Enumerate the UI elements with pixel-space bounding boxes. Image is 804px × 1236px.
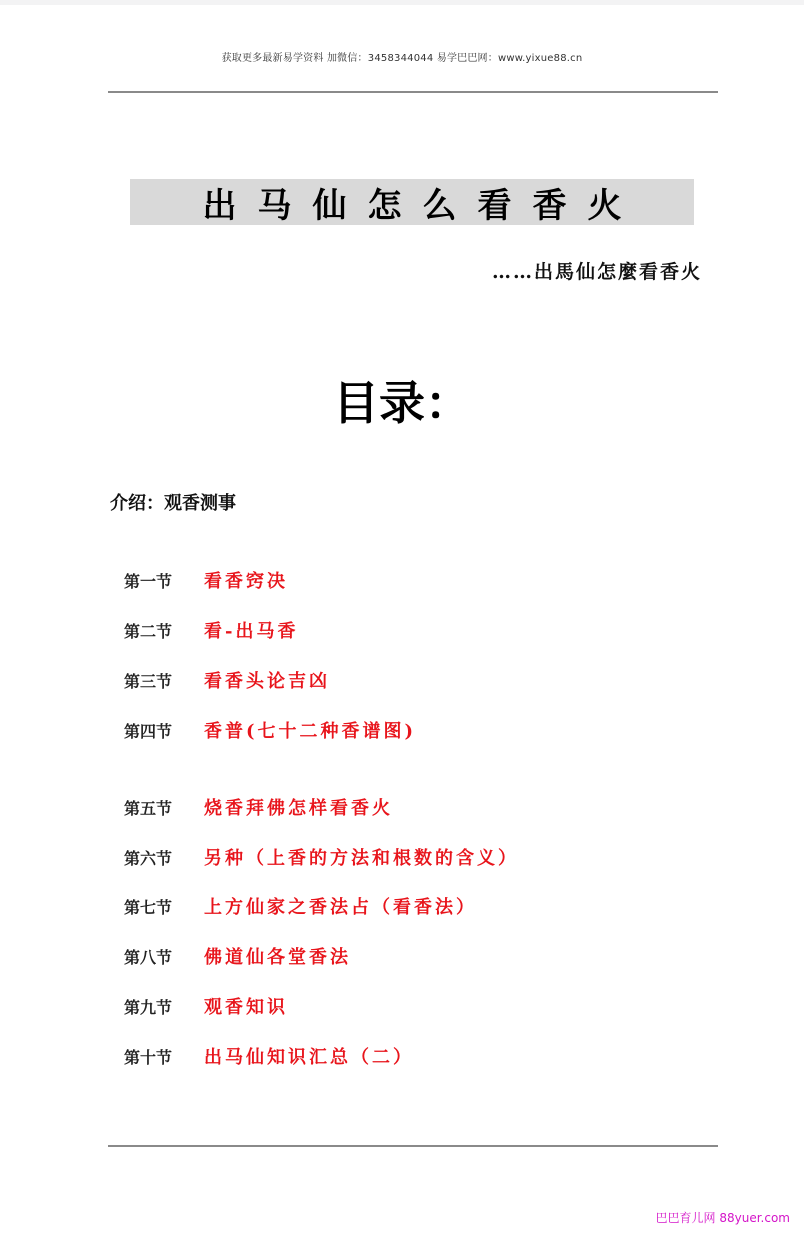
toc-item[interactable] — [124, 567, 288, 593]
toc-section-title: 佛道仙各堂香法 — [204, 947, 351, 968]
header-divider — [108, 91, 718, 93]
toc-section-title: 烧香拜佛怎样看香火 — [204, 798, 393, 819]
document-subtitle: ……出馬仙怎麼看香火 — [491, 261, 702, 283]
toc-heading: 目录： — [333, 376, 471, 430]
toc-section-number: 第九节 — [124, 998, 173, 1017]
intro-line: 介绍：观香测事 — [110, 493, 236, 514]
toc-section-number: 第十节 — [124, 1048, 173, 1067]
toc-item[interactable] — [124, 1043, 414, 1069]
toc-item[interactable] — [124, 717, 416, 743]
toc-item[interactable] — [124, 893, 477, 919]
document-title: 出马仙怎么看香火 — [202, 185, 643, 226]
toc-section-title: 看香窍决 — [204, 571, 288, 592]
toc-section-title: 看香头论吉凶 — [204, 671, 330, 692]
toc-section-title: 看-出马香 — [204, 621, 299, 642]
toc-item[interactable] — [124, 844, 519, 870]
watermark: 巴巴育儿网 88yuer.com — [655, 1211, 790, 1225]
toc-section-title: 观香知识 — [204, 997, 288, 1018]
toc-section-title: 出马仙知识汇总（二） — [204, 1047, 414, 1068]
toc-section-number: 第三节 — [124, 672, 173, 691]
toc-section-number: 第七节 — [124, 898, 173, 917]
footer-divider — [108, 1145, 718, 1147]
toc-section-number: 第六节 — [124, 849, 173, 868]
toc-section-title: 上方仙家之香法占（看香法） — [204, 897, 477, 918]
toc-section-number: 第四节 — [124, 722, 173, 741]
title-banner — [130, 179, 694, 225]
toc-section-title: 另种（上香的方法和根数的含义） — [204, 848, 519, 869]
toc-section-number: 第一节 — [124, 572, 173, 591]
toc-section-number: 第五节 — [124, 799, 173, 818]
toc-section-number: 第八节 — [124, 948, 173, 967]
toc-item[interactable] — [124, 993, 288, 1019]
toc-item[interactable] — [124, 943, 351, 969]
document-page — [0, 5, 804, 1236]
toc-item[interactable] — [124, 794, 393, 820]
toc-section-title: 香普(七十二种香谱图) — [204, 721, 417, 742]
toc-item[interactable] — [124, 617, 298, 643]
toc-section-number: 第二节 — [124, 622, 173, 641]
toc-item[interactable] — [124, 667, 330, 693]
page-header: 获取更多最新易学资料 加微信：3458344044 易学巴巴网：www.yixue88.cn — [221, 53, 583, 64]
